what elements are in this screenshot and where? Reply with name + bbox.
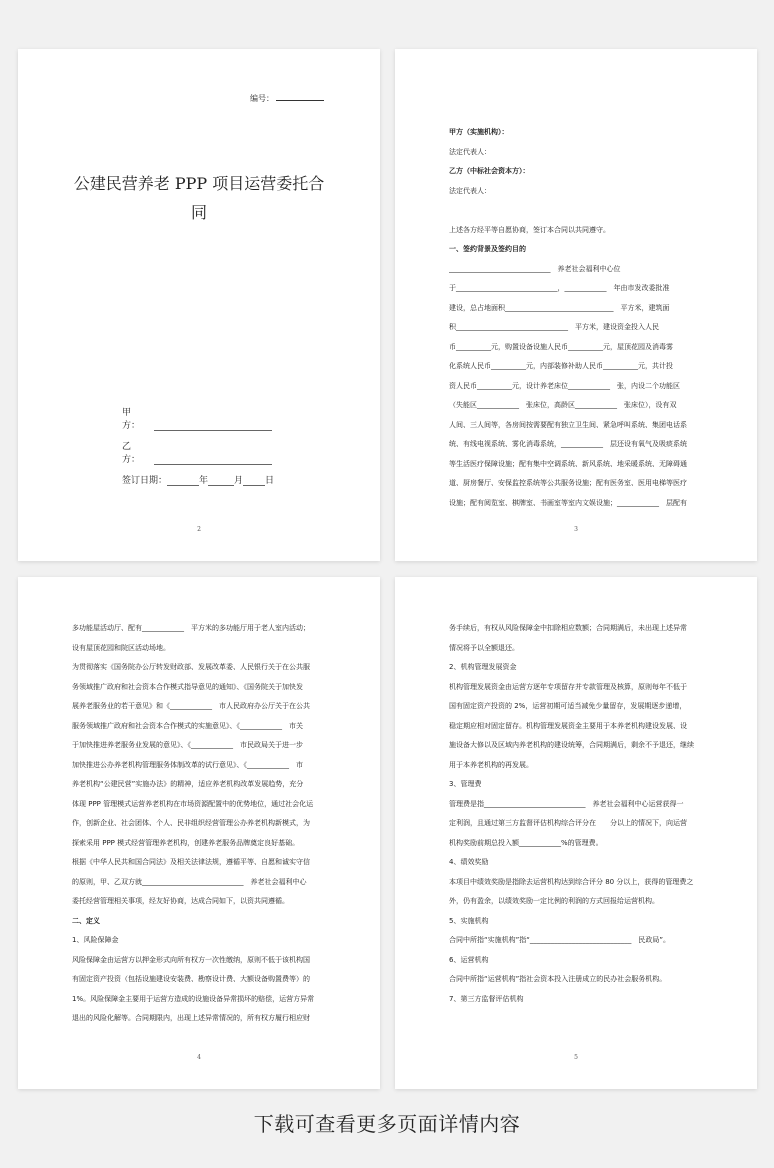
text-line: 展养老服务业的若干意见》和《____________ 市人民政府办公厅关于在公共 bbox=[72, 702, 310, 710]
text-line: 用于本养老机构的再发展。 bbox=[449, 760, 533, 769]
text-line: 作，创新企业、社会团体、个人、民非组织经营管理公办养老机构新模式，为 bbox=[72, 819, 310, 827]
sign-day-blank bbox=[243, 485, 265, 486]
text-line: 施设备大修以及区域内养老机构的建设统筹，合同期满后，剩余不予退还，继续 bbox=[449, 741, 694, 749]
text-line: 情况将予以全额退还。 bbox=[449, 643, 519, 652]
text-line: 委托经营管理相关事项，经友好协商，达成合同如下，以资共同遵循。 bbox=[72, 897, 289, 905]
document-page-5 bbox=[395, 577, 757, 1089]
text-line: 币__________元，购置设备设施人民币__________元，屋顶花园及消毒雾 bbox=[449, 342, 673, 351]
sign-day-label: 日 bbox=[265, 476, 275, 486]
party-a-blank bbox=[154, 430, 272, 431]
text-line: 1%。风险保障金主要用于运营方造成的设施设备异常损坏的赔偿，运营方异常 bbox=[72, 994, 315, 1003]
party-b-field bbox=[122, 439, 272, 465]
sign-date-field bbox=[122, 473, 274, 486]
text-line: 于加快推进养老服务业发展的意见》、《____________ 市民政局关于进一步 bbox=[72, 741, 303, 749]
text-line: 人间、三人间等，各房间按需要配有独立卫生间、紧急呼叫系统、集团电话系 bbox=[449, 420, 687, 429]
text-line: 1、风险保障金 bbox=[72, 936, 119, 944]
document-page-3 bbox=[395, 49, 757, 561]
text-line: 体现 PPP 管理模式运营养老机构在市场资源配置中的优势地位，通过社会化运 bbox=[72, 799, 314, 808]
text-line: 道、厨房餐厅、安保监控系统等公共服务设施；配有医务室、医用电梯等医疗 bbox=[449, 479, 687, 487]
text-line: （失能区____________ 张床位，高龄区____________ 张床位），设有双 bbox=[449, 401, 677, 409]
page-number: 5 bbox=[574, 1054, 578, 1061]
text-line: 5、实施机构 bbox=[449, 916, 489, 925]
party-a-field bbox=[122, 405, 272, 431]
text-line: 养老机构“公建民营”实施办法》的精神，适应养老机构改革发展趋势，充分 bbox=[72, 780, 304, 788]
text-line: 机构管理发展资金由运营方逐年专项留存并专款管理及核算，原则每年不低于 bbox=[449, 682, 687, 691]
page-number: 4 bbox=[197, 1054, 201, 1061]
text-line: 合同中所指“实施机构”指“_____________________________ 民政局”。 bbox=[449, 936, 671, 944]
text-line: 7、第三方监督评估机构 bbox=[449, 994, 524, 1003]
sign-month-blank bbox=[208, 485, 234, 486]
text-line: 务手续后，有权从风险保障金中扣除相应数额；合同期满后，未出现上述异常 bbox=[449, 624, 687, 632]
party-b-blank bbox=[154, 464, 272, 465]
party-a-label: 甲 方： bbox=[122, 408, 141, 431]
text-line: 设有屋顶花园和院区活动场地。 bbox=[72, 643, 170, 652]
contract-title-line1: 公建民营养老 PPP 项目运营委托合 bbox=[73, 174, 325, 193]
text-line: 积________________________________ 平方米，建设资金投入人民 bbox=[449, 323, 659, 331]
text-line: 服务领域推广政府和社会资本合作模式的实施意见》、《____________ 市关 bbox=[72, 721, 303, 730]
contract-title-line2: 同 bbox=[190, 203, 207, 222]
text-line: 本项目中绩效奖励是指除去运营机构达到综合评分 80 分以上，获得的管理费之 bbox=[449, 877, 694, 886]
sign-year-label: 年 bbox=[199, 476, 209, 486]
text-line: 根据《中华人民共和国合同法》及相关法律法规，遵循平等、自愿和诚实守信 bbox=[72, 858, 310, 866]
contract-number-label: 编号： bbox=[250, 94, 274, 103]
text-line: 国有固定资产投资的 2%，运营初期可适当减免少量留存，发展期逐步递增， bbox=[449, 702, 687, 710]
text-line: 6、运营机构 bbox=[449, 955, 489, 964]
text-line: 稳定期应相对固定留存。机构管理发展资金主要用于本养老机构建设发展、设 bbox=[449, 721, 687, 730]
sign-month-label: 月 bbox=[234, 476, 244, 486]
text-line: 外，仍有盈余，以绩效奖励一定比例的利润的方式回报给运营机构。 bbox=[449, 897, 659, 905]
document-page-cover bbox=[18, 49, 380, 561]
text-line: 上述各方经平等自愿协商，签订本合同以共同遵守。 bbox=[449, 225, 610, 234]
text-line: 为贯彻落实《国务院办公厅转发财政部、发展改革委、人民银行关于在公共服 bbox=[72, 663, 310, 671]
text-line: 探索采用 PPP 模式经营管理养老机构，创建养老服务品牌奠定良好基础。 bbox=[72, 838, 300, 847]
text-line bbox=[449, 201, 703, 221]
text-line: 4、绩效奖励 bbox=[449, 858, 489, 866]
section-heading: 二、定义 bbox=[72, 916, 100, 925]
text-line: 务领域推广政府和社会资本合作模式指导意见的通知》、《国务院关于加快发 bbox=[72, 682, 303, 691]
text-line: 机构奖励前期总投入额____________%的管理费。 bbox=[449, 838, 603, 847]
text-line: 设施；配有阅览室、棋牌室、书画室等室内文娱设施；____________ 层配有 bbox=[449, 498, 687, 507]
page4-body bbox=[72, 619, 326, 1029]
text-line: 于_____________________________，____________ 年由市发改委批准 bbox=[449, 284, 670, 292]
page3-body bbox=[449, 123, 703, 513]
page-number: 3 bbox=[574, 526, 578, 533]
contract-number-field bbox=[250, 93, 324, 104]
text-line: 合同中所指“运营机构”指社会资本投入注册成立的民办社会服务机构。 bbox=[449, 975, 667, 983]
contract-title bbox=[68, 169, 330, 227]
text-line: 法定代表人： bbox=[449, 186, 491, 195]
party-b-label: 乙 方： bbox=[122, 442, 141, 465]
text-line: 化系统人民币__________元，内部装修补助人民币__________元，共计投 bbox=[449, 362, 673, 370]
section-heading: 乙方（中标社会资本方）： bbox=[449, 167, 530, 175]
text-line: 多功能屋活动厅、配有____________ 平方米的多功能厅用于老人室内活动； bbox=[72, 624, 310, 632]
page5-body bbox=[449, 619, 703, 1009]
text-line: 加快推进公办养老机构管理服务体制改革的试行意见》、《____________ 市 bbox=[72, 760, 303, 769]
text-line: 建设，总占地面积_______________________________ 平方米，建筑面 bbox=[449, 303, 670, 312]
document-page-4 bbox=[18, 577, 380, 1089]
text-line: 统、有线电视系统、雾化消毒系统，____________ 层还设有氧气及吸痰系统 bbox=[449, 440, 687, 448]
text-line: 法定代表人： bbox=[449, 147, 491, 156]
text-line: 风险保障金由运营方以押金形式向所有权方一次性缴纳，原则不低于该机构国 bbox=[72, 955, 310, 964]
download-more-caption: 下载可查看更多页面详情内容 bbox=[253, 1112, 521, 1136]
page-number: 2 bbox=[197, 526, 201, 533]
text-line: 退出的风险化解等。合同期限内，出现上述异常情况的，所有权方履行相应财 bbox=[72, 1014, 310, 1022]
sign-date-label: 签订日期： bbox=[122, 476, 168, 486]
text-line: 定利润，且通过第三方监督评估机构综合评分在 分以上的情况下，向运营 bbox=[449, 819, 687, 827]
text-line: 资人民币__________元，设计养老床位____________ 张，内设二个功能区 bbox=[449, 381, 680, 390]
section-heading: 一、签约背景及签约目的 bbox=[449, 245, 526, 253]
sign-year-blank bbox=[167, 485, 199, 486]
text-line: 等生活医疗保障设施；配有集中空调系统、新风系统、地采暖系统、无障碍通 bbox=[449, 459, 687, 468]
section-heading: 甲方（实施机构）： bbox=[449, 128, 509, 136]
text-line: 有固定资产投资（包括设施建设安装费、勘察设计费、大额设备购置费等）的 bbox=[72, 975, 310, 983]
contract-number-blank bbox=[276, 100, 324, 101]
text-line: 的原则，甲、乙双方就_____________________________ 养老社会福利中心 bbox=[72, 877, 307, 886]
text-line: 3、管理费 bbox=[449, 780, 482, 788]
text-line: 2、机构管理发展资金 bbox=[449, 663, 517, 671]
text-line: 管理费是指_____________________________ 养老社会福利中心运营获得一 bbox=[449, 799, 684, 808]
text-line: _____________________________ 养老社会福利中心位 bbox=[449, 264, 621, 273]
